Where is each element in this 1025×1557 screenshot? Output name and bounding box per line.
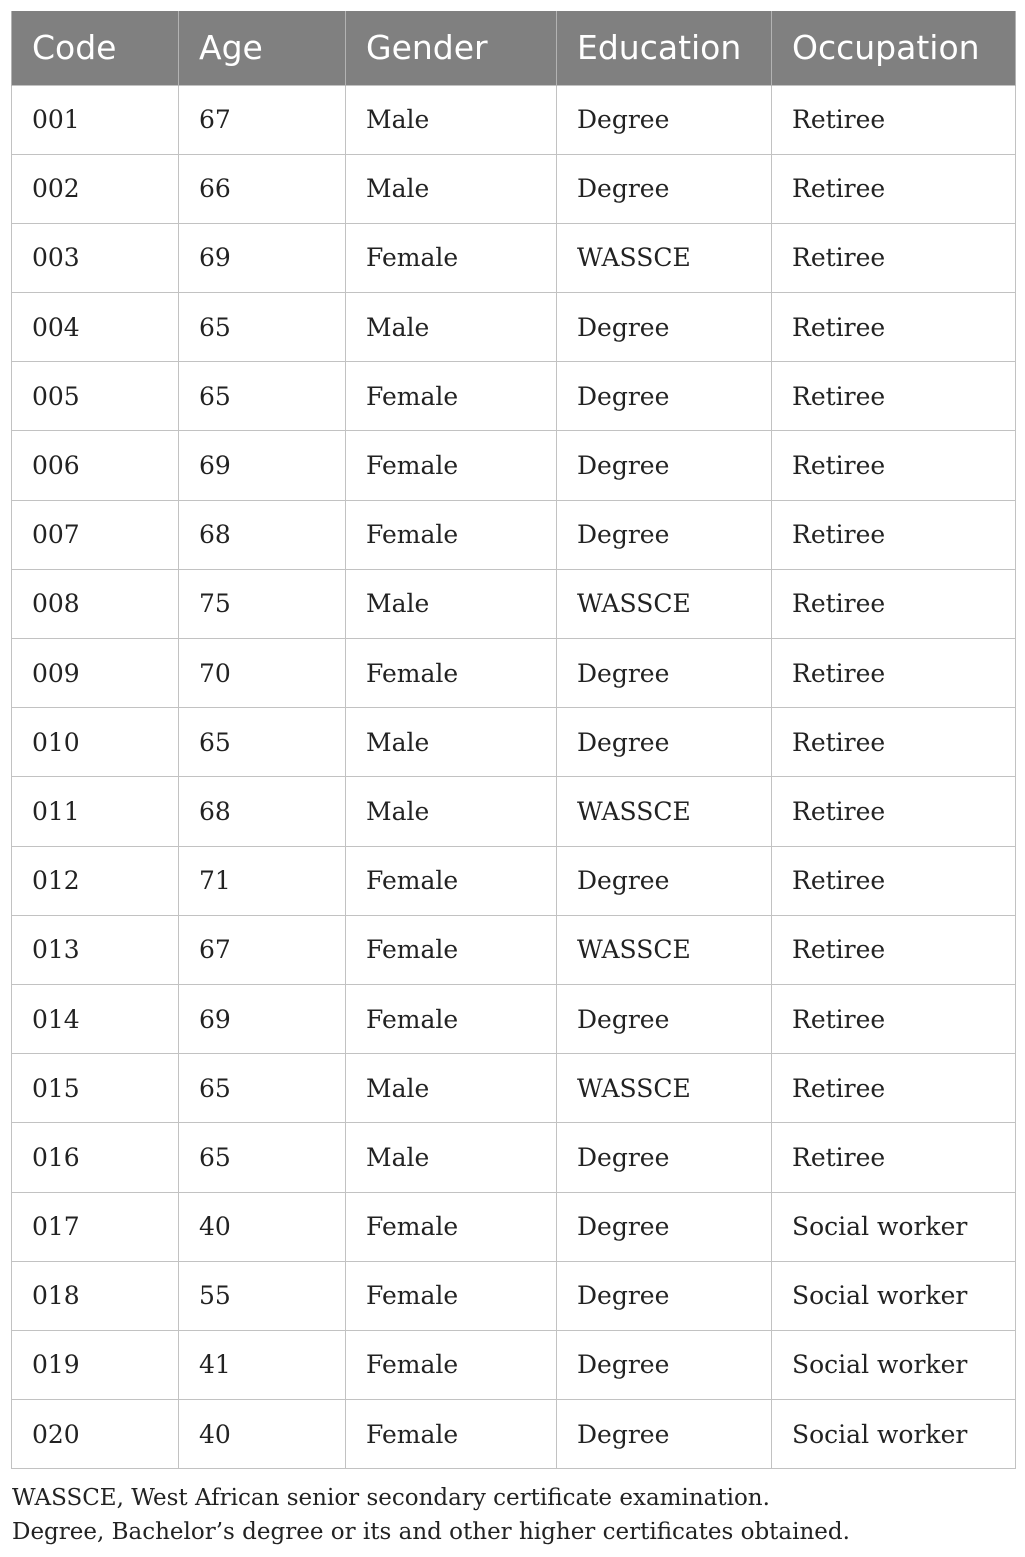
- table-footnotes: [12, 1481, 1012, 1549]
- header-education: Education: [557, 11, 772, 85]
- cell-gender: Female: [346, 1330, 557, 1399]
- cell-gender: Male: [346, 777, 557, 846]
- cell-gender: Female: [346, 500, 557, 569]
- table-row: [12, 362, 1016, 431]
- cell-code: 001: [12, 85, 179, 154]
- cell-occupation: Social worker: [772, 1330, 1016, 1399]
- cell-gender: Male: [346, 293, 557, 362]
- cell-code: 007: [12, 500, 179, 569]
- cell-gender: Male: [346, 569, 557, 638]
- cell-age: 65: [179, 293, 346, 362]
- cell-code: 014: [12, 984, 179, 1053]
- cell-age: 67: [179, 915, 346, 984]
- cell-gender: Female: [346, 846, 557, 915]
- cell-code: 019: [12, 1330, 179, 1399]
- cell-age: 65: [179, 1123, 346, 1192]
- cell-code: 004: [12, 293, 179, 362]
- cell-occupation: Retiree: [772, 362, 1016, 431]
- table-row: [12, 1400, 1016, 1469]
- cell-occupation: Retiree: [772, 431, 1016, 500]
- table-row: [12, 915, 1016, 984]
- table-row: [12, 1192, 1016, 1261]
- cell-age: 41: [179, 1330, 346, 1399]
- cell-education: Degree: [557, 1192, 772, 1261]
- cell-age: 66: [179, 154, 346, 223]
- cell-education: WASSCE: [557, 569, 772, 638]
- cell-gender: Female: [346, 223, 557, 292]
- cell-age: 71: [179, 846, 346, 915]
- cell-code: 013: [12, 915, 179, 984]
- cell-code: 012: [12, 846, 179, 915]
- table-body: [12, 85, 1016, 1469]
- cell-code: 010: [12, 708, 179, 777]
- cell-education: Degree: [557, 846, 772, 915]
- cell-age: 69: [179, 223, 346, 292]
- table-row: [12, 431, 1016, 500]
- cell-occupation: Retiree: [772, 777, 1016, 846]
- cell-occupation: Retiree: [772, 1123, 1016, 1192]
- footnote-wassce: WASSCE, West African senior secondary certificate examination.: [12, 1485, 770, 1511]
- cell-education: Degree: [557, 362, 772, 431]
- footnote-degree: Degree, Bachelor’s degree or its and other higher certificates obtained.: [12, 1519, 850, 1545]
- cell-code: 016: [12, 1123, 179, 1192]
- header-occupation: Occupation: [772, 11, 1016, 85]
- table-row: [12, 639, 1016, 708]
- cell-gender: Female: [346, 1192, 557, 1261]
- cell-gender: Female: [346, 984, 557, 1053]
- cell-occupation: Retiree: [772, 154, 1016, 223]
- table-row: [12, 223, 1016, 292]
- cell-occupation: Retiree: [772, 223, 1016, 292]
- cell-age: 69: [179, 431, 346, 500]
- cell-occupation: Retiree: [772, 500, 1016, 569]
- table-row: [12, 846, 1016, 915]
- cell-age: 67: [179, 85, 346, 154]
- participant-demographics-table: [11, 11, 1016, 1469]
- table-row: [12, 708, 1016, 777]
- cell-code: 017: [12, 1192, 179, 1261]
- cell-gender: Male: [346, 85, 557, 154]
- header-age: Age: [179, 11, 346, 85]
- cell-code: 011: [12, 777, 179, 846]
- cell-education: Degree: [557, 500, 772, 569]
- cell-code: 009: [12, 639, 179, 708]
- header-code: Code: [12, 11, 179, 85]
- table-row: [12, 154, 1016, 223]
- cell-occupation: Retiree: [772, 569, 1016, 638]
- cell-age: 70: [179, 639, 346, 708]
- cell-gender: Female: [346, 362, 557, 431]
- cell-age: 68: [179, 500, 346, 569]
- cell-gender: Female: [346, 431, 557, 500]
- cell-occupation: Retiree: [772, 984, 1016, 1053]
- cell-age: 75: [179, 569, 346, 638]
- cell-code: 008: [12, 569, 179, 638]
- cell-code: 020: [12, 1400, 179, 1469]
- cell-gender: Female: [346, 915, 557, 984]
- cell-occupation: Retiree: [772, 293, 1016, 362]
- table-row: [12, 500, 1016, 569]
- cell-age: 40: [179, 1192, 346, 1261]
- cell-occupation: Retiree: [772, 639, 1016, 708]
- cell-education: WASSCE: [557, 1054, 772, 1123]
- cell-gender: Male: [346, 154, 557, 223]
- cell-code: 018: [12, 1261, 179, 1330]
- cell-gender: Male: [346, 1123, 557, 1192]
- cell-education: WASSCE: [557, 223, 772, 292]
- cell-education: Degree: [557, 1261, 772, 1330]
- cell-age: 65: [179, 1054, 346, 1123]
- cell-education: Degree: [557, 1123, 772, 1192]
- cell-education: Degree: [557, 85, 772, 154]
- cell-occupation: Social worker: [772, 1261, 1016, 1330]
- cell-age: 69: [179, 984, 346, 1053]
- cell-education: Degree: [557, 1330, 772, 1399]
- table-row: [12, 293, 1016, 362]
- cell-age: 40: [179, 1400, 346, 1469]
- cell-education: Degree: [557, 431, 772, 500]
- table-row: [12, 1123, 1016, 1192]
- cell-age: 55: [179, 1261, 346, 1330]
- table-row: [12, 1261, 1016, 1330]
- cell-gender: Female: [346, 1400, 557, 1469]
- cell-occupation: Retiree: [772, 708, 1016, 777]
- cell-gender: Male: [346, 708, 557, 777]
- cell-occupation: Retiree: [772, 846, 1016, 915]
- table-row: [12, 569, 1016, 638]
- cell-education: Degree: [557, 708, 772, 777]
- cell-gender: Female: [346, 639, 557, 708]
- cell-education: WASSCE: [557, 777, 772, 846]
- cell-education: Degree: [557, 639, 772, 708]
- cell-occupation: Retiree: [772, 85, 1016, 154]
- cell-code: 002: [12, 154, 179, 223]
- table-row: [12, 85, 1016, 154]
- cell-code: 005: [12, 362, 179, 431]
- table-header: [12, 11, 1016, 85]
- cell-age: 65: [179, 708, 346, 777]
- cell-occupation: Social worker: [772, 1192, 1016, 1261]
- cell-code: 003: [12, 223, 179, 292]
- cell-occupation: Retiree: [772, 1054, 1016, 1123]
- cell-code: 006: [12, 431, 179, 500]
- table-row: [12, 1330, 1016, 1399]
- table-row: [12, 777, 1016, 846]
- header-gender: Gender: [346, 11, 557, 85]
- table-container: [11, 11, 1015, 1469]
- cell-occupation: Retiree: [772, 915, 1016, 984]
- header-row: [12, 11, 1016, 85]
- cell-education: Degree: [557, 984, 772, 1053]
- cell-occupation: Social worker: [772, 1400, 1016, 1469]
- cell-gender: Female: [346, 1261, 557, 1330]
- cell-education: Degree: [557, 293, 772, 362]
- cell-education: Degree: [557, 154, 772, 223]
- table-row: [12, 1054, 1016, 1123]
- cell-education: WASSCE: [557, 915, 772, 984]
- cell-gender: Male: [346, 1054, 557, 1123]
- cell-age: 65: [179, 362, 346, 431]
- table-row: [12, 984, 1016, 1053]
- cell-education: Degree: [557, 1400, 772, 1469]
- cell-age: 68: [179, 777, 346, 846]
- cell-code: 015: [12, 1054, 179, 1123]
